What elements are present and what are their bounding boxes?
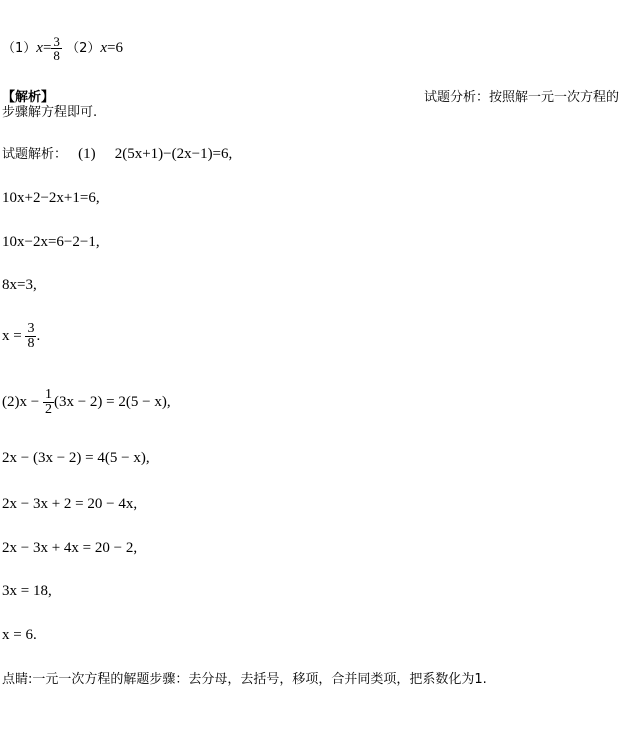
answer-part1-fraction bbox=[51, 35, 62, 62]
analysis-header: 【解析】 bbox=[2, 90, 55, 105]
part1-step-2: 10x−2x=6−2−1, bbox=[2, 234, 100, 250]
answer-part1-label: （1） bbox=[2, 41, 37, 56]
part1-final-line bbox=[2, 322, 40, 351]
part2-step-1: 2x − 3x + 2 = 20 − 4x, bbox=[2, 496, 138, 512]
fraction-denominator: 2 bbox=[44, 402, 52, 417]
part2-label: (2) bbox=[2, 393, 20, 410]
fraction-denominator: 8 bbox=[53, 48, 60, 63]
part2-step-2: 2x − 3x + 4x = 20 − 2, bbox=[2, 540, 138, 556]
answer-part2-label: （2） bbox=[66, 41, 101, 56]
analysis-hint-title: 试题分析：按照解一元一次方程的 bbox=[424, 90, 620, 105]
part2-step-3: 3x = 18, bbox=[2, 583, 52, 599]
fraction-numerator: 3 bbox=[53, 34, 60, 49]
tip-line: 点睛:一元一次方程的解题步骤：去分母，去括号，移项，合并同类项，把系数化为1. bbox=[2, 672, 487, 687]
part2-step-0: 2x − (3x − 2) = 4(5 − x), bbox=[2, 450, 150, 466]
part1-final-end: . bbox=[36, 327, 41, 344]
part1-final-lhs: x = bbox=[2, 327, 22, 344]
part2-step-4: x = 6. bbox=[2, 627, 37, 643]
answer-part1-var: x bbox=[36, 40, 43, 56]
fraction-numerator: 3 bbox=[27, 321, 35, 336]
fraction-numerator: 1 bbox=[44, 387, 52, 402]
part1-step-0: 2(5x+1)−(2x−1)=6, bbox=[114, 146, 233, 162]
solution-title-line bbox=[2, 143, 232, 163]
part2-equation-line bbox=[2, 388, 171, 417]
fraction-denominator: 8 bbox=[27, 336, 35, 351]
part2-eq-b: (3x − 2) = 2(5 − x), bbox=[53, 393, 171, 410]
answer-line bbox=[2, 35, 123, 62]
part1-label: (1) bbox=[78, 146, 96, 162]
part1-final-fraction bbox=[25, 322, 36, 351]
part2-eq-a: x − bbox=[19, 393, 40, 410]
answer-part2-eq: =6 bbox=[107, 40, 123, 56]
analysis-hint-continuation: 步骤解方程即可. bbox=[2, 105, 98, 120]
part1-step-3: 8x=3, bbox=[2, 277, 37, 293]
answer-part2-var: x bbox=[100, 40, 108, 56]
part1-step-1: 10x+2−2x+1=6, bbox=[2, 190, 100, 206]
part2-half-fraction bbox=[43, 388, 54, 417]
answer-part1-eq: = bbox=[42, 40, 52, 56]
solution-title: 试题解析： bbox=[2, 147, 68, 162]
